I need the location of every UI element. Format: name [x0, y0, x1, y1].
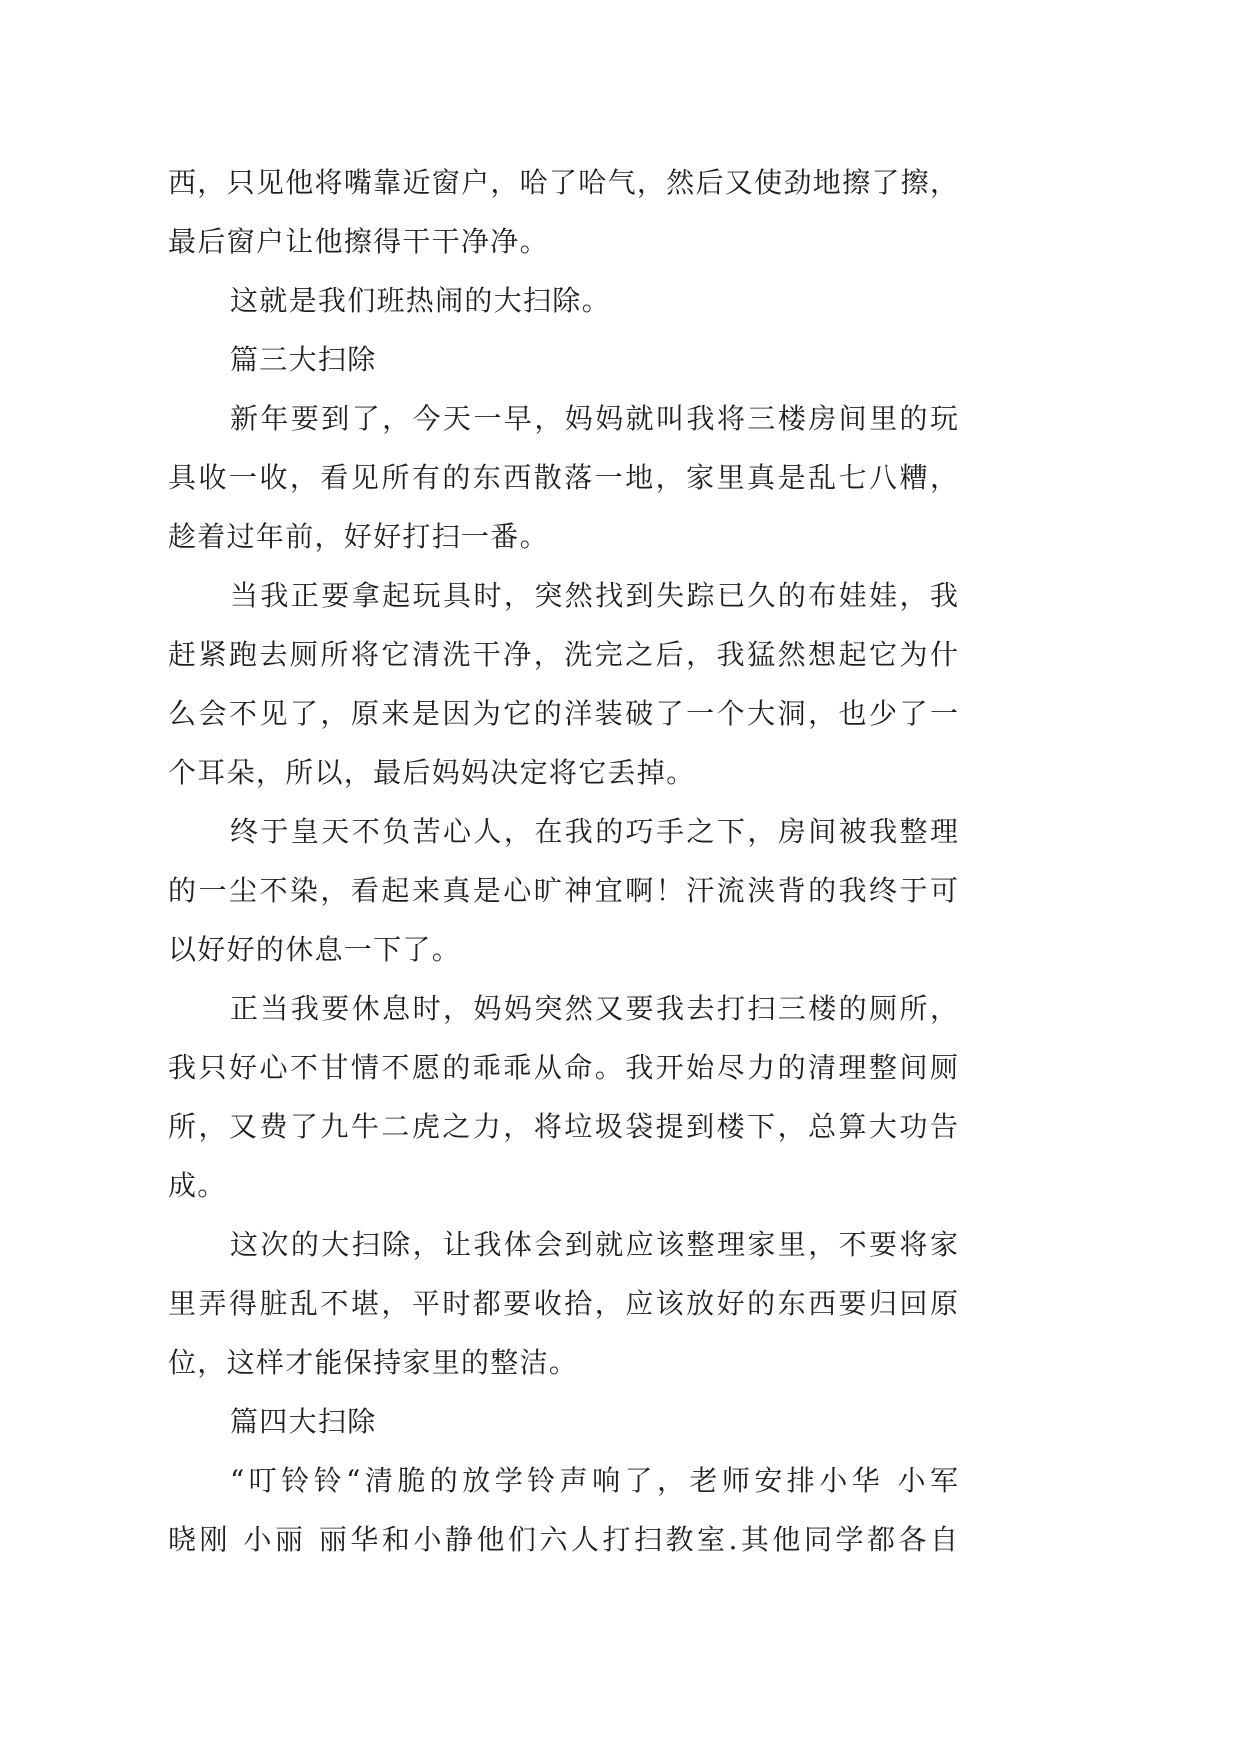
text-line: “叮铃铃“清脆的放学铃声响了，老师安排小华 小军	[230, 1464, 958, 1497]
text-line: 位，这样才能保持家里的整洁。	[168, 1346, 579, 1379]
text-line: 西，只见他将嘴靠近窗户，哈了哈气，然后又使劲地擦了擦，	[168, 166, 958, 199]
text-line: 晓刚 小丽 丽华和小静他们六人打扫教室.其他同学都各自	[168, 1523, 958, 1556]
text-line: 最后窗户让他擦得干干净净。	[168, 225, 549, 258]
text-line: 新年要到了，今天一早，妈妈就叫我将三楼房间里的玩	[230, 402, 958, 435]
text-line: 的一尘不染，看起来真是心旷神宜啊！汗流浃背的我终于可	[168, 874, 958, 907]
text-line: 我只好心不甘情不愿的乖乖从命。我开始尽力的清理整间厕	[168, 1051, 958, 1084]
text-line: 这次的大扫除，让我体会到就应该整理家里，不要将家	[230, 1228, 958, 1261]
text-line: 赶紧跑去厕所将它清洗干净，洗完之后，我猛然想起它为什	[168, 638, 958, 671]
section-heading: 篇三大扫除	[230, 343, 377, 376]
text-line: 所，又费了九牛二虎之力，将垃圾袋提到楼下，总算大功告	[168, 1110, 958, 1143]
body-text	[168, 153, 958, 1569]
text-line: 么会不见了，原来是因为它的洋装破了一个大洞，也少了一	[168, 697, 958, 730]
text-line: 正当我要休息时，妈妈突然又要我去打扫三楼的厕所，	[230, 992, 958, 1025]
text-line: 成。	[168, 1169, 227, 1202]
text-line: 个耳朵，所以，最后妈妈决定将它丢掉。	[168, 756, 696, 789]
text-line: 里弄得脏乱不堪，平时都要收拾，应该放好的东西要归回原	[168, 1287, 958, 1320]
text-line: 这就是我们班热闹的大扫除。	[230, 284, 611, 317]
text-line: 终于皇天不负苦心人，在我的巧手之下，房间被我整理	[230, 815, 958, 848]
text-line: 当我正要拿起玩具时，突然找到失踪已久的布娃娃，我	[230, 579, 958, 612]
section-heading: 篇四大扫除	[230, 1405, 377, 1438]
text-line: 趁着过年前，好好打扫一番。	[168, 520, 549, 553]
text-line: 以好好的休息一下了。	[168, 933, 462, 966]
text-line: 具收一收，看见所有的东西散落一地，家里真是乱七八糟，	[168, 461, 958, 494]
